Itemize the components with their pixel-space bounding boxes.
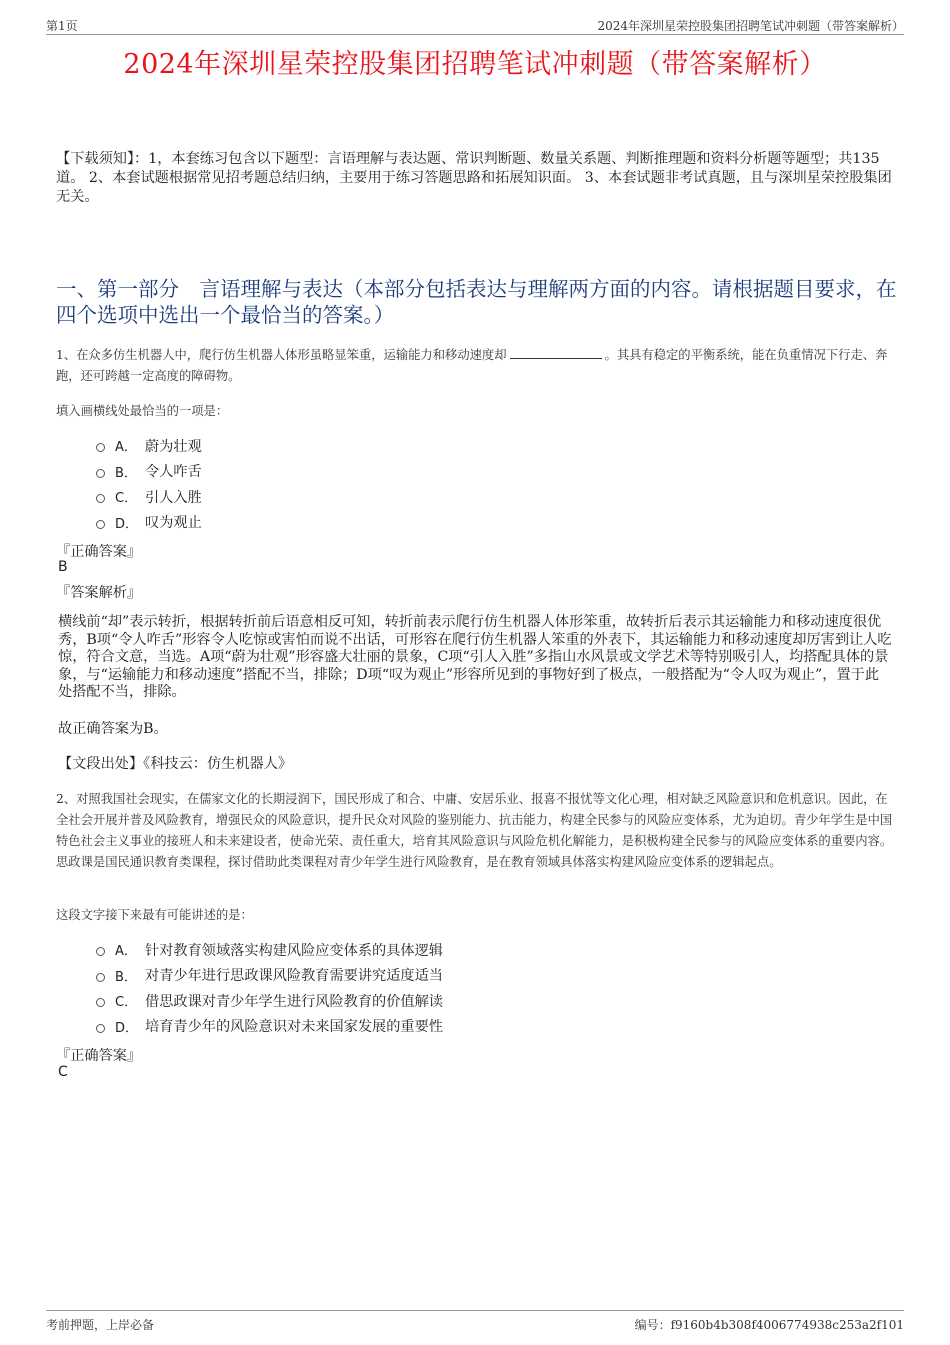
option-letter: D． (115, 1020, 139, 1036)
option-b[interactable] (96, 963, 443, 989)
conclusion-1: 故正确答案为B。 (58, 721, 168, 737)
document-title: 2024年深圳星荣控股集团招聘笔试冲刺题（带答案解析） (123, 49, 827, 80)
question-1-prompt: 填入画横线处最恰当的一项是： (56, 404, 229, 418)
option-text: 引人入胜 (145, 489, 202, 506)
radio-icon[interactable] (96, 494, 105, 503)
question-2-prompt: 这段文字接下来最有可能讲述的是： (56, 908, 253, 922)
option-a[interactable] (96, 937, 443, 963)
radio-icon[interactable] (96, 947, 105, 956)
answer-tag-1: 『正确答案』 (56, 544, 142, 560)
option-c[interactable] (96, 988, 443, 1014)
question-1-stem (56, 345, 898, 387)
radio-icon[interactable] (96, 469, 105, 478)
option-letter: A． (115, 944, 137, 960)
option-text: 培育青少年的风险意识对未来国家发展的重要性 (145, 1019, 443, 1036)
option-text: 针对教育领域落实构建风险应变体系的具体逻辑 (145, 942, 443, 959)
download-notice: 【下载须知】：1，本套练习包含以下题型：言语理解与表达题、常识判断题、数量关系题、判断推理题和资料分析题等题型；共135道。 2、本套试题根据常见招考题总结归纳，主要用于练习答题思路和拓展知识面。 3、本套试题非考试真题，且与深圳星荣控股集团无关。 (56, 151, 892, 205)
radio-icon[interactable] (96, 1024, 105, 1033)
option-letter: B． (115, 969, 137, 985)
option-d[interactable] (96, 510, 202, 536)
option-text: 蔚为壮观 (145, 438, 202, 455)
option-text: 叹为观止 (145, 515, 202, 532)
answer-2: C (58, 1064, 68, 1080)
option-letter: C． (115, 995, 138, 1011)
option-letter: C． (115, 491, 138, 507)
answer-tag-2: 『正确答案』 (56, 1048, 142, 1064)
section-title: 一、第一部分 言语理解与表达（本部分包括表达与理解两方面的内容。请根据题目要求，在四个选项中选出一个最恰当的答案。） (56, 277, 897, 327)
page-header (46, 14, 904, 35)
page-number: 第1页 (46, 19, 78, 33)
option-d[interactable] (96, 1014, 443, 1040)
footer-slogan: 考前押题，上岸必备 (46, 1318, 155, 1332)
option-text: 借思政课对青少年学生进行风险教育的价值解读 (145, 993, 443, 1010)
source-1: 【文段出处】《科技云：仿生机器人》 (58, 756, 293, 772)
option-a[interactable] (96, 433, 202, 459)
page-footer (46, 1310, 904, 1332)
question-2-options (96, 937, 443, 1039)
radio-icon[interactable] (96, 520, 105, 529)
analysis-1: 横线前“却”表示转折，根据转折前后语意相反可知，转折前表示爬行仿生机器人体形笨重，故转折后表示其运输能力和移动速度很优秀，B项“令人咋舌”形容令人吃惊或害怕而说不出话，可形容在爬行仿生机器人笨重的外表下，其运输能力和移动速度却厉害到让人吃惊，符合文意，当选。A项“蔚为壮观”形容盛大壮丽的景象，C项“引人入胜”多指山水风景或文学艺术等特别吸引人，均搭配具体的景象，与“运输能力和移动速度”搭配不当，排除；D项“叹为观止”形容所见到的事物好到了极点，一般搭配为“令人叹为观止”，置于此处搭配不当，排除。 (58, 614, 892, 701)
radio-icon[interactable] (96, 998, 105, 1007)
option-letter: A． (115, 440, 137, 456)
radio-icon[interactable] (96, 443, 105, 452)
question-1-text-before: 1、在众多仿生机器人中，爬行仿生机器人体形虽略显笨重，运输能力和移动速度却 (56, 348, 507, 362)
option-letter: D． (115, 516, 139, 532)
header-doc-title: 2024年深圳星荣控股集团招聘笔试冲刺题（带答案解析） (597, 19, 904, 33)
answer-1: B (58, 559, 68, 575)
fill-blank-line (510, 348, 602, 359)
question-2-stem: 2、对照我国社会现实，在儒家文化的长期浸润下，国民形成了和合、中庸、安居乐业、报喜不报忧等文化心理，相对缺乏风险意识和危机意识。因此，在全社会开展并普及风险教育，增强民众的风险意识，提升民众对风险的鉴别能力、抗击能力，构建全民参与的风险应变体系，尤为迫切。青少年学生是中国特色社会主义事业的接班人和未来建设者，使命光荣、责任重大，培育其风险意识与风险危机化解能力，是积极构建全民参与的风险应变体系的重要内容。思政课是国民通识教育类课程，探讨借助此类课程对青少年学生进行风险教育，是在教育领域具体落实构建风险应变体系的逻辑起点。 (56, 792, 893, 869)
analysis-tag-1: 『答案解析』 (56, 585, 142, 601)
option-letter: B． (115, 465, 137, 481)
option-c[interactable] (96, 484, 202, 510)
question-1-text-after: 。其具有稳定的平衡系统，能在负重情况下行走、奔跑，还可跨越一定高度的障碍物。 (56, 348, 888, 383)
question-1-options (96, 433, 202, 535)
option-text: 对青少年进行思政课风险教育需要讲究适度适当 (145, 968, 443, 985)
radio-icon[interactable] (96, 973, 105, 982)
option-text: 令人咋舌 (145, 464, 202, 481)
footer-code: 编号：f9160b4b308f4006774938c253a2f101 (634, 1318, 904, 1332)
option-b[interactable] (96, 459, 202, 485)
